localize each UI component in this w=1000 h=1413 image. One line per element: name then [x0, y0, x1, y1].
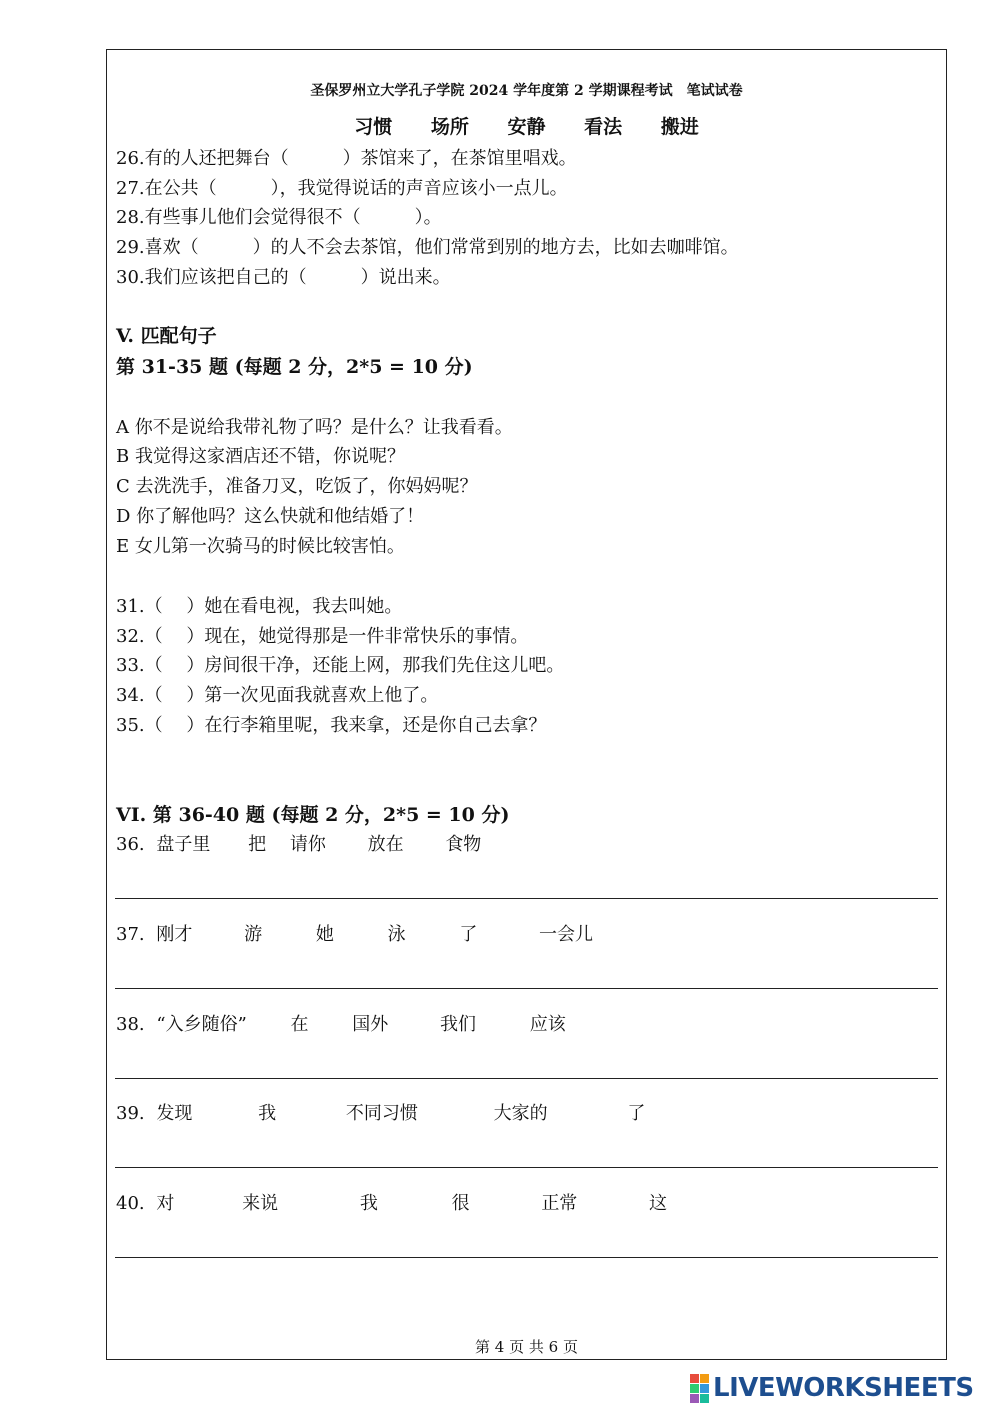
section-5-subtitle: 第 31-35 题 (每题 2 分，2*5 = 10 分): [116, 356, 473, 378]
logo-mark-icon: [690, 1374, 709, 1403]
liveworksheets-logo[interactable]: [690, 1373, 974, 1403]
match-option: B 我觉得这家酒店还不错，你说呢？: [116, 446, 405, 467]
word-chip: “入乡随俗”: [156, 1014, 247, 1035]
match-question: 34.（ ）第一次见面我就喜欢上他了。: [116, 685, 439, 706]
exam-page: [106, 49, 947, 1360]
word-chip: 在: [290, 1014, 309, 1035]
fill-blank-question: 30.我们应该把自己的（ ）说出来。: [116, 267, 451, 288]
word-chip: 刚才: [156, 924, 193, 945]
logo-square: [690, 1374, 699, 1383]
word-chip: 大家的: [493, 1103, 548, 1124]
word-chip: 很: [451, 1193, 470, 1214]
word-chip: 了: [459, 924, 478, 945]
word-chip: 盘子里: [156, 834, 211, 855]
match-option: E 女儿第一次骑马的时候比较害怕。: [116, 536, 405, 557]
match-question: 33.（ ）房间很干净，还能上网，那我们先住这儿吧。: [116, 655, 565, 676]
exam-header: 圣保罗州立大学孔子学院 2024 学年度第 2 学期课程考试 笔试试卷: [310, 83, 743, 99]
page-footer: 第 4 页 共 6 页: [475, 1338, 578, 1356]
section-6-title: VI. 第 36-40 题 (每题 2 分，2*5 = 10 分): [116, 804, 510, 826]
logo-square: [690, 1394, 699, 1403]
match-option: D 你了解他吗？这么快就和他结婚了！: [116, 506, 425, 527]
question-number: 36.: [116, 834, 145, 855]
answer-line[interactable]: [115, 1167, 938, 1168]
answer-line[interactable]: [115, 988, 938, 989]
word-chip: 来说: [242, 1193, 279, 1214]
match-question: 35.（ ）在行李箱里呢，我来拿，还是你自己去拿？: [116, 715, 547, 736]
word-chip: 正常: [541, 1193, 578, 1214]
word-chip: 对: [156, 1193, 175, 1214]
logo-square: [690, 1384, 699, 1393]
word-bank-item: 习惯: [354, 116, 393, 138]
word-chip: 把: [248, 834, 267, 855]
match-question: 31.（ ）她在看电视，我去叫她。: [116, 596, 403, 617]
answer-line[interactable]: [115, 898, 938, 899]
question-number: 39.: [116, 1103, 145, 1124]
word-bank-item: 场所: [430, 116, 469, 138]
word-bank-item: 搬进: [660, 116, 699, 138]
logo-square: [700, 1384, 709, 1393]
question-number: 38.: [116, 1014, 145, 1035]
reorder-question: [116, 830, 519, 856]
match-option: A 你不是说给我带礼物了吗？是什么？让我看看。: [116, 417, 513, 438]
reorder-question: [116, 920, 631, 946]
word-chip: 一会儿: [539, 924, 594, 945]
word-chip: 食物: [445, 834, 482, 855]
word-chip: 我: [359, 1193, 378, 1214]
answer-line[interactable]: [115, 1078, 938, 1079]
logo-square: [700, 1374, 709, 1383]
reorder-question: [116, 1099, 683, 1125]
question-number: 40.: [116, 1193, 145, 1214]
word-bank: [107, 112, 946, 139]
word-chip: 泳: [387, 924, 406, 945]
reorder-question: [116, 1010, 604, 1036]
word-chip: 我们: [439, 1014, 476, 1035]
fill-blank-question: 26.有的人还把舞台（ ）茶馆来了，在茶馆里唱戏。: [116, 148, 577, 169]
word-chip: 发现: [156, 1103, 193, 1124]
match-question: 32.（ ）现在，她觉得那是一件非常快乐的事情。: [116, 626, 529, 647]
word-chip: 不同习惯: [345, 1103, 418, 1124]
word-chip: 请你: [289, 834, 326, 855]
section-5-title: V. 匹配句子: [116, 325, 217, 347]
word-chip: 我: [258, 1103, 277, 1124]
word-chip: 她: [315, 924, 334, 945]
word-bank-item: 看法: [584, 116, 623, 138]
fill-blank-question: 27.在公共（ ），我觉得说话的声音应该小一点儿。: [116, 178, 568, 199]
question-number: 37.: [116, 924, 145, 945]
fill-blank-question: 29.喜欢（ ）的人不会去茶馆，他们常常到别的地方去，比如去咖啡馆。: [116, 237, 739, 258]
word-chip: 应该: [529, 1014, 566, 1035]
match-option: C 去洗洗手，准备刀叉，吃饭了，你妈妈呢？: [116, 476, 478, 497]
reorder-question: [116, 1189, 705, 1215]
word-chip: 国外: [352, 1014, 389, 1035]
logo-text: LIVEWORKSHEETS: [713, 1373, 974, 1403]
answer-line[interactable]: [115, 1257, 938, 1258]
word-bank-item: 安静: [507, 116, 546, 138]
word-chip: 了: [627, 1103, 646, 1124]
fill-blank-question: 28.有些事儿他们会觉得很不（ ）。: [116, 207, 442, 228]
word-chip: 放在: [367, 834, 404, 855]
word-chip: 游: [244, 924, 263, 945]
logo-square: [700, 1394, 709, 1403]
word-chip: 这: [649, 1193, 668, 1214]
